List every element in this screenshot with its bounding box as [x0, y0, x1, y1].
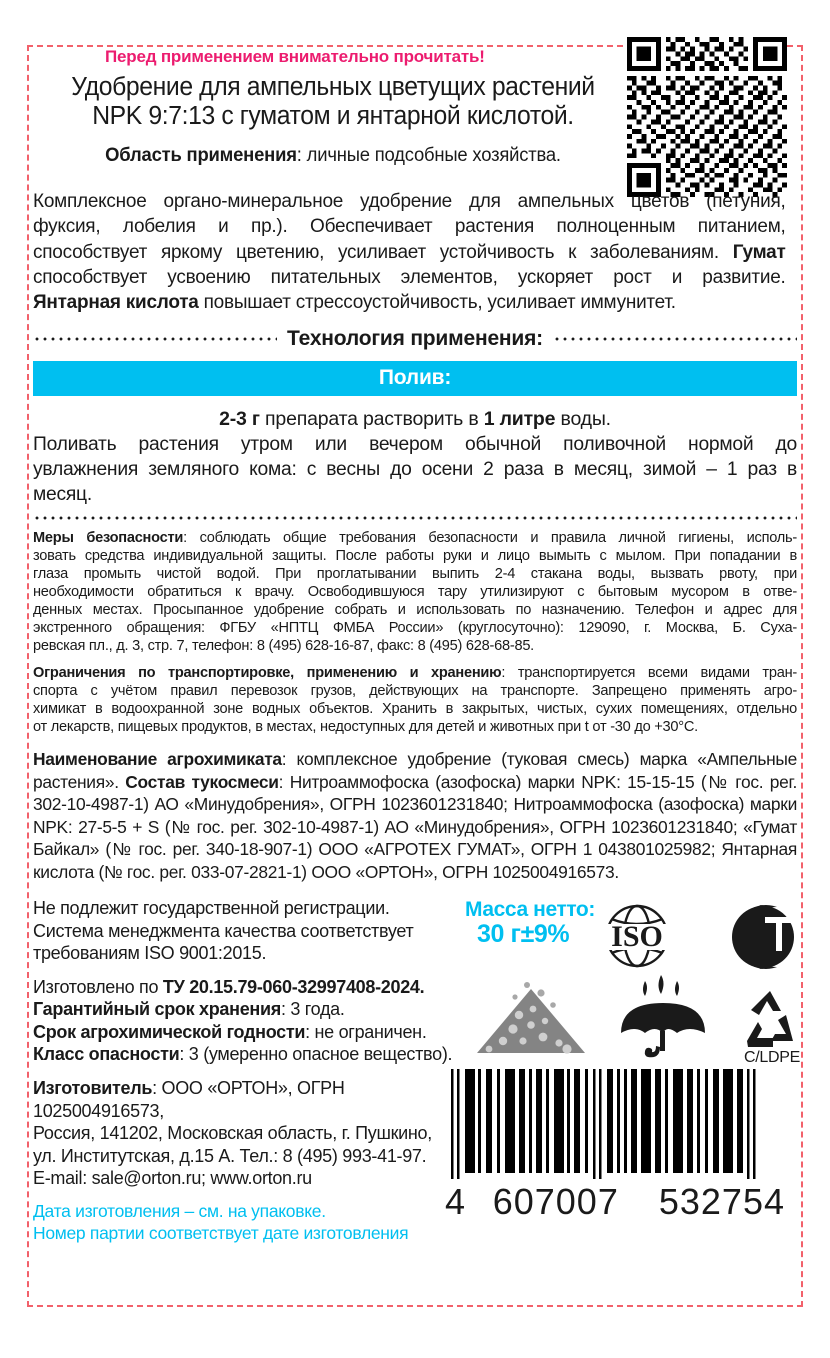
safety-line-6: экстренного обращения: ФГБУ «НПТЦ ФМБА России» (круглосуточно): 129090, г. Москва, Б. Суха- — [33, 620, 797, 637]
technology-divider — [33, 327, 797, 351]
restrictions-text-1: : транспортируется всеми видами тран- — [501, 665, 797, 682]
composition-text-1: : комплексное удобрение (туковая смесь) марка «Ампельные — [281, 749, 797, 770]
dosage-instruction — [33, 408, 797, 431]
agro-validity-line — [33, 1021, 473, 1044]
header-section — [33, 47, 797, 167]
shelf-life-line — [33, 998, 473, 1021]
specs-block — [33, 976, 473, 1066]
manufacturer-block — [33, 1077, 473, 1190]
scope-label: Область применения — [105, 145, 297, 167]
restrictions-line-3: химикат в водоохранной зоне водных объектов. Хранить в закрытых, чистых, сухих помещениях, отдельно — [33, 701, 797, 718]
barcode-block — [445, 1069, 795, 1223]
bottom-section — [33, 897, 800, 1243]
restrictions-line-4: от лекарств, пищевых продуктов, в местах, недоступных для детей и животных при t от -30 до +30°C. — [33, 719, 698, 736]
watering-line-3: месяц. — [33, 484, 92, 506]
composition-heading-2: Состав тукосмеси — [125, 771, 279, 792]
dotted-rule-separator — [33, 516, 797, 520]
restrictions-line-2: спорта с учётом правил перевозок грузов, действующих на транспорте. Запрещено применять агро- — [33, 683, 797, 700]
dosage-text-2: воды. — [555, 408, 611, 431]
manufacturer-label: Изготовитель — [33, 1078, 153, 1099]
barcode-digit-first: 4 — [445, 1181, 467, 1223]
granule-pile-icon — [469, 979, 604, 1057]
barcode-digits — [445, 1181, 785, 1223]
manufacturer-line-3: ул. Институтская, д.15 А. Тел.: 8 (495) 993-41-97. — [33, 1145, 427, 1166]
product-title-line1: Удобрение для ампельных цветущих растений — [71, 73, 595, 101]
manufacturer-name: : ООО «ОРТОН», ОГРН 1025004916573, — [33, 1078, 345, 1121]
safety-heading: Меры безопасности — [33, 530, 184, 547]
composition-paragraph — [33, 748, 797, 883]
composition-heading-1: Наименование агрохимиката — [33, 749, 282, 770]
keep-dry-umbrella-icon — [615, 973, 711, 1059]
technology-section-title: Технология применения: — [287, 327, 543, 351]
certification-block — [33, 897, 473, 965]
safety-line-5: денных местах. Просыпанное удобрение собрать и использовать по назначению. Телефон и адрес для — [33, 602, 797, 619]
description-line-3 — [33, 240, 786, 265]
manufacturer-line-2: Россия, 141202, Московская область, г. Пушкино, — [33, 1123, 432, 1144]
iso-text: ISO — [611, 920, 663, 954]
product-label — [27, 45, 803, 1307]
scope-value: : личные подсобные хозяйства. — [296, 145, 561, 167]
marks-column — [445, 897, 800, 1223]
description-line-5 — [33, 290, 786, 315]
description-line-1: Комплексное органо-минеральное удобрение для ампельных цветов (петуния, — [33, 191, 786, 213]
certification-line-2: Система менеджмента качества соответствует — [33, 920, 414, 941]
net-mass-value: 30 г±9% — [477, 920, 570, 949]
composition-line-2 — [33, 771, 797, 793]
watering-instructions — [33, 433, 797, 508]
bottom-left-column — [33, 897, 473, 1244]
composition-line-4: NPK: 27-5-5 + S (№ гос. рег. 302-10-4987-1) АО «Минудобрения», ОГРН 1023601231840; «Гумат — [33, 816, 797, 837]
composition-text-2b: : Нитроаммофоска (азофоска) марки NPK: 15-15-15 (№ гос. рег. — [278, 771, 797, 792]
spacer-2 — [33, 1066, 473, 1077]
watering-band-title: Полив: — [33, 361, 797, 396]
safety-line-3: глаза промыть чистой водой. При проглатывании выпить 2-4 стакана воды, вызвать рвоту, при — [33, 566, 797, 583]
safety-text-1: : соблюдать общие требования безопасности и правила личной гигиены, исполь- — [183, 530, 797, 547]
watering-line-2: увлажнения земляного кома: с весны до осени 2 раза в месяц, зимой – 1 раз в — [33, 459, 797, 481]
shelf-life-value: : 3 года. — [280, 999, 345, 1020]
tu-standard-line — [33, 976, 473, 999]
dosage-amount: 2-3 г — [219, 408, 260, 431]
spacer-1 — [33, 965, 473, 976]
tu-value: ТУ 20.15.79-060-32997408-2024. — [162, 976, 425, 997]
dosage-text-1: препарата растворить в — [259, 408, 484, 431]
composition-line-1 — [33, 748, 797, 770]
description-line-5-text: повышает стрессоустойчивость, усиливает иммунитет. — [198, 292, 676, 314]
hazard-class-label: Класс опасности — [33, 1044, 180, 1065]
description-line-3-text: способствует яркому цветению, усиливает устойчивость к заболеваниям. — [33, 241, 733, 263]
safety-line-4: необходимости обратиться к врачу. Освободившуюся тару утилизируют с бытовым мусором в отве- — [33, 584, 797, 601]
eac-conformity-icon — [715, 899, 801, 975]
description-line-4: способствует усвоению питательных элементов, ускоряет рост и развитие. — [33, 266, 786, 288]
divider-dots-right — [553, 337, 797, 341]
composition-line-6: кислота (№ гос. рег. 033-07-2821-1) ООО «ОРТОН», ОГРН 1025004916573. — [33, 861, 619, 882]
restrictions-heading: Ограничения по транспортировке, применению и хранению — [33, 665, 502, 682]
title-block — [33, 47, 633, 167]
composition-text-2a: растения». — [33, 771, 126, 792]
manufacturer-line-1 — [33, 1077, 473, 1122]
barcode-digits-right: 532754 — [658, 1181, 785, 1223]
net-mass-block — [465, 899, 595, 948]
safety-line-2: зовать средства индивидуальной защиты. После работы руки и лицо вымыть с мылом. При попадании в — [33, 548, 797, 565]
hazard-class-value: : 3 (умеренно опасное вещество). — [179, 1044, 453, 1065]
iso-globe-icon — [587, 897, 687, 975]
succinic-acid-keyword: Янтарная кислота — [33, 292, 199, 314]
certification-line-1: Не подлежит государственной регистрации. — [33, 898, 390, 919]
qr-code-icon — [627, 37, 787, 197]
ean13-barcode-icon — [445, 1069, 775, 1179]
safety-line-1 — [33, 529, 797, 547]
barcode-digits-left: 607007 — [492, 1181, 619, 1223]
restrictions-line-1 — [33, 664, 797, 682]
tu-prefix: Изготовлено по — [33, 976, 163, 997]
product-title-line2: NPK 9:7:13 с гуматом и янтарной кислотой. — [92, 102, 574, 131]
net-mass-label: Масса нетто: — [465, 898, 595, 922]
divider-dots-left — [33, 337, 277, 341]
dosage-volume: 1 литре — [483, 408, 556, 431]
agro-validity-label: Срок агрохимической годности — [33, 1021, 306, 1042]
description-line-2: фуксия, лобелия и пр.). Обеспечивает растения полноценным питанием, — [33, 216, 786, 238]
manufacturer-line-4: E-mail: sale@orton.ru; www.orton.ru — [33, 1168, 312, 1189]
scope-of-application — [42, 145, 624, 167]
date-notes-block — [33, 1201, 473, 1244]
restrictions-paragraph — [33, 664, 797, 736]
pre-read-warning: Перед применением внимательно прочитать! — [105, 47, 485, 66]
recycling-code-label: C/LDPE — [744, 1049, 800, 1067]
batch-number-line: Номер партии соответствует дате изготовления — [33, 1222, 409, 1243]
agro-validity-value: : не ограничен. — [305, 1021, 427, 1042]
composition-line-5: Байкал» (№ гос. рег. 340-18-907-1) ООО «АГРОТЕХ ГУМАТ», ОГРН 1 043801025982; Янтарная — [33, 839, 797, 860]
safety-line-7: ревская пл., д. 3, стр. 7, телефон: 8 (495) 628-16-87, факс: 8 (495) 628-68-85. — [33, 638, 534, 655]
certification-line-3: требованиям ISO 9001:2015. — [33, 943, 267, 964]
shelf-life-label: Гарантийный срок хранения — [33, 999, 281, 1020]
product-description — [33, 189, 786, 315]
humate-keyword: Гумат — [732, 241, 786, 263]
hazard-class-line — [33, 1043, 473, 1066]
watering-line-1: Поливать растения утром или вечером обычной поливочной нормой до — [33, 434, 797, 456]
spacer-3 — [33, 1190, 473, 1201]
composition-line-3: 302-10-4987-1) АО «Минудобрения», ОГРН 1023601231840; Нитроаммофоска (азофоска) марки — [33, 794, 797, 815]
production-date-line: Дата изготовления – см. на упаковке. — [33, 1200, 326, 1221]
safety-measures-paragraph — [33, 529, 797, 655]
